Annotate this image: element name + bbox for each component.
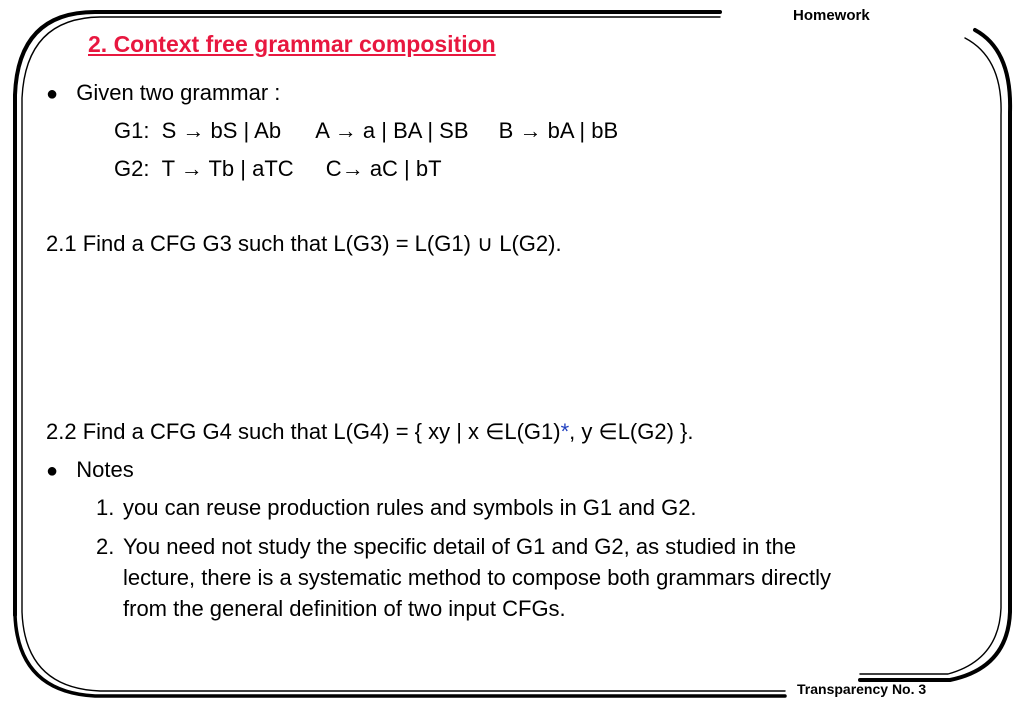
g2-rule-c-lhs: C [325, 156, 342, 181]
arrow-icon: → [519, 118, 542, 143]
notes-heading-row [46, 457, 134, 484]
q21-text-after: L(G2). [493, 231, 562, 256]
arrow-icon: → [341, 156, 364, 181]
footer-page-label: Transparency No. 3 [797, 681, 927, 697]
arrow-icon: → [334, 118, 357, 143]
q22-text-3: , y [569, 419, 599, 444]
arrow-icon: → [180, 156, 203, 181]
note-item-2-line-3: from the general definition of two input CFGs. [123, 596, 566, 621]
g2-rule-t-rhs: Tb | aTC [208, 156, 294, 181]
q22-text-2: L(G1) [504, 419, 561, 444]
notes-heading: Notes [76, 457, 134, 482]
slide-title: 2. Context free grammar composition [88, 31, 496, 57]
intro-text: Given two grammar : [76, 80, 281, 105]
section-label: Homework [793, 7, 870, 24]
g1-rule-a-lhs: A [315, 118, 329, 143]
kleene-star: * [560, 419, 570, 444]
g1-label: G1: [114, 118, 150, 143]
question-2-1 [46, 231, 562, 257]
q21-text-before: 2.1 Find a CFG G3 such that L(G3) = L(G1) [46, 231, 478, 256]
note-item-1-text: you can reuse production rules and symbols in G1 and G2. [123, 495, 697, 520]
q22-text-1: 2.2 Find a CFG G4 such that L(G4) = { xy | x [46, 419, 486, 444]
g1-rule-s-rhs: bS | Ab [210, 118, 282, 143]
note-item-1-number: 1. [96, 495, 115, 520]
g2-label: G2: [114, 156, 150, 181]
q22-text-4: L(G2) }. [617, 419, 694, 444]
frame-inner-right [860, 38, 1001, 674]
note-item-2-line-2: lecture, there is a systematic method to compose both grammars directly [123, 565, 831, 590]
g2-rule-c-rhs: aC | bT [369, 156, 442, 181]
union-icon: ∪ [477, 231, 494, 256]
g1-rule-b-lhs: B [498, 118, 514, 143]
g1-rule-s-lhs: S [161, 118, 177, 143]
g1-row [92, 118, 618, 145]
g1-rule-a-rhs: a | BA | SB [362, 118, 469, 143]
note-item-2-number: 2. [96, 534, 115, 559]
note-item-2-line-1: You need not study the specific detail of G1 and G2, as studied in the [123, 534, 797, 559]
g2-row [92, 156, 442, 183]
g2-rule-t-lhs: T [161, 156, 175, 181]
frame-outer-top-right [860, 30, 1010, 680]
question-2-2 [46, 419, 694, 445]
g1-rule-b-rhs: bA | bB [547, 118, 619, 143]
element-of-icon: ∈ [485, 419, 505, 444]
element-of-icon: ∈ [598, 419, 618, 444]
frame-outer-bottom [15, 615, 785, 696]
intro-row [46, 80, 280, 107]
arrow-icon: → [182, 118, 205, 143]
bullet-icon: ● [46, 460, 59, 482]
bullet-icon: ● [46, 83, 59, 105]
